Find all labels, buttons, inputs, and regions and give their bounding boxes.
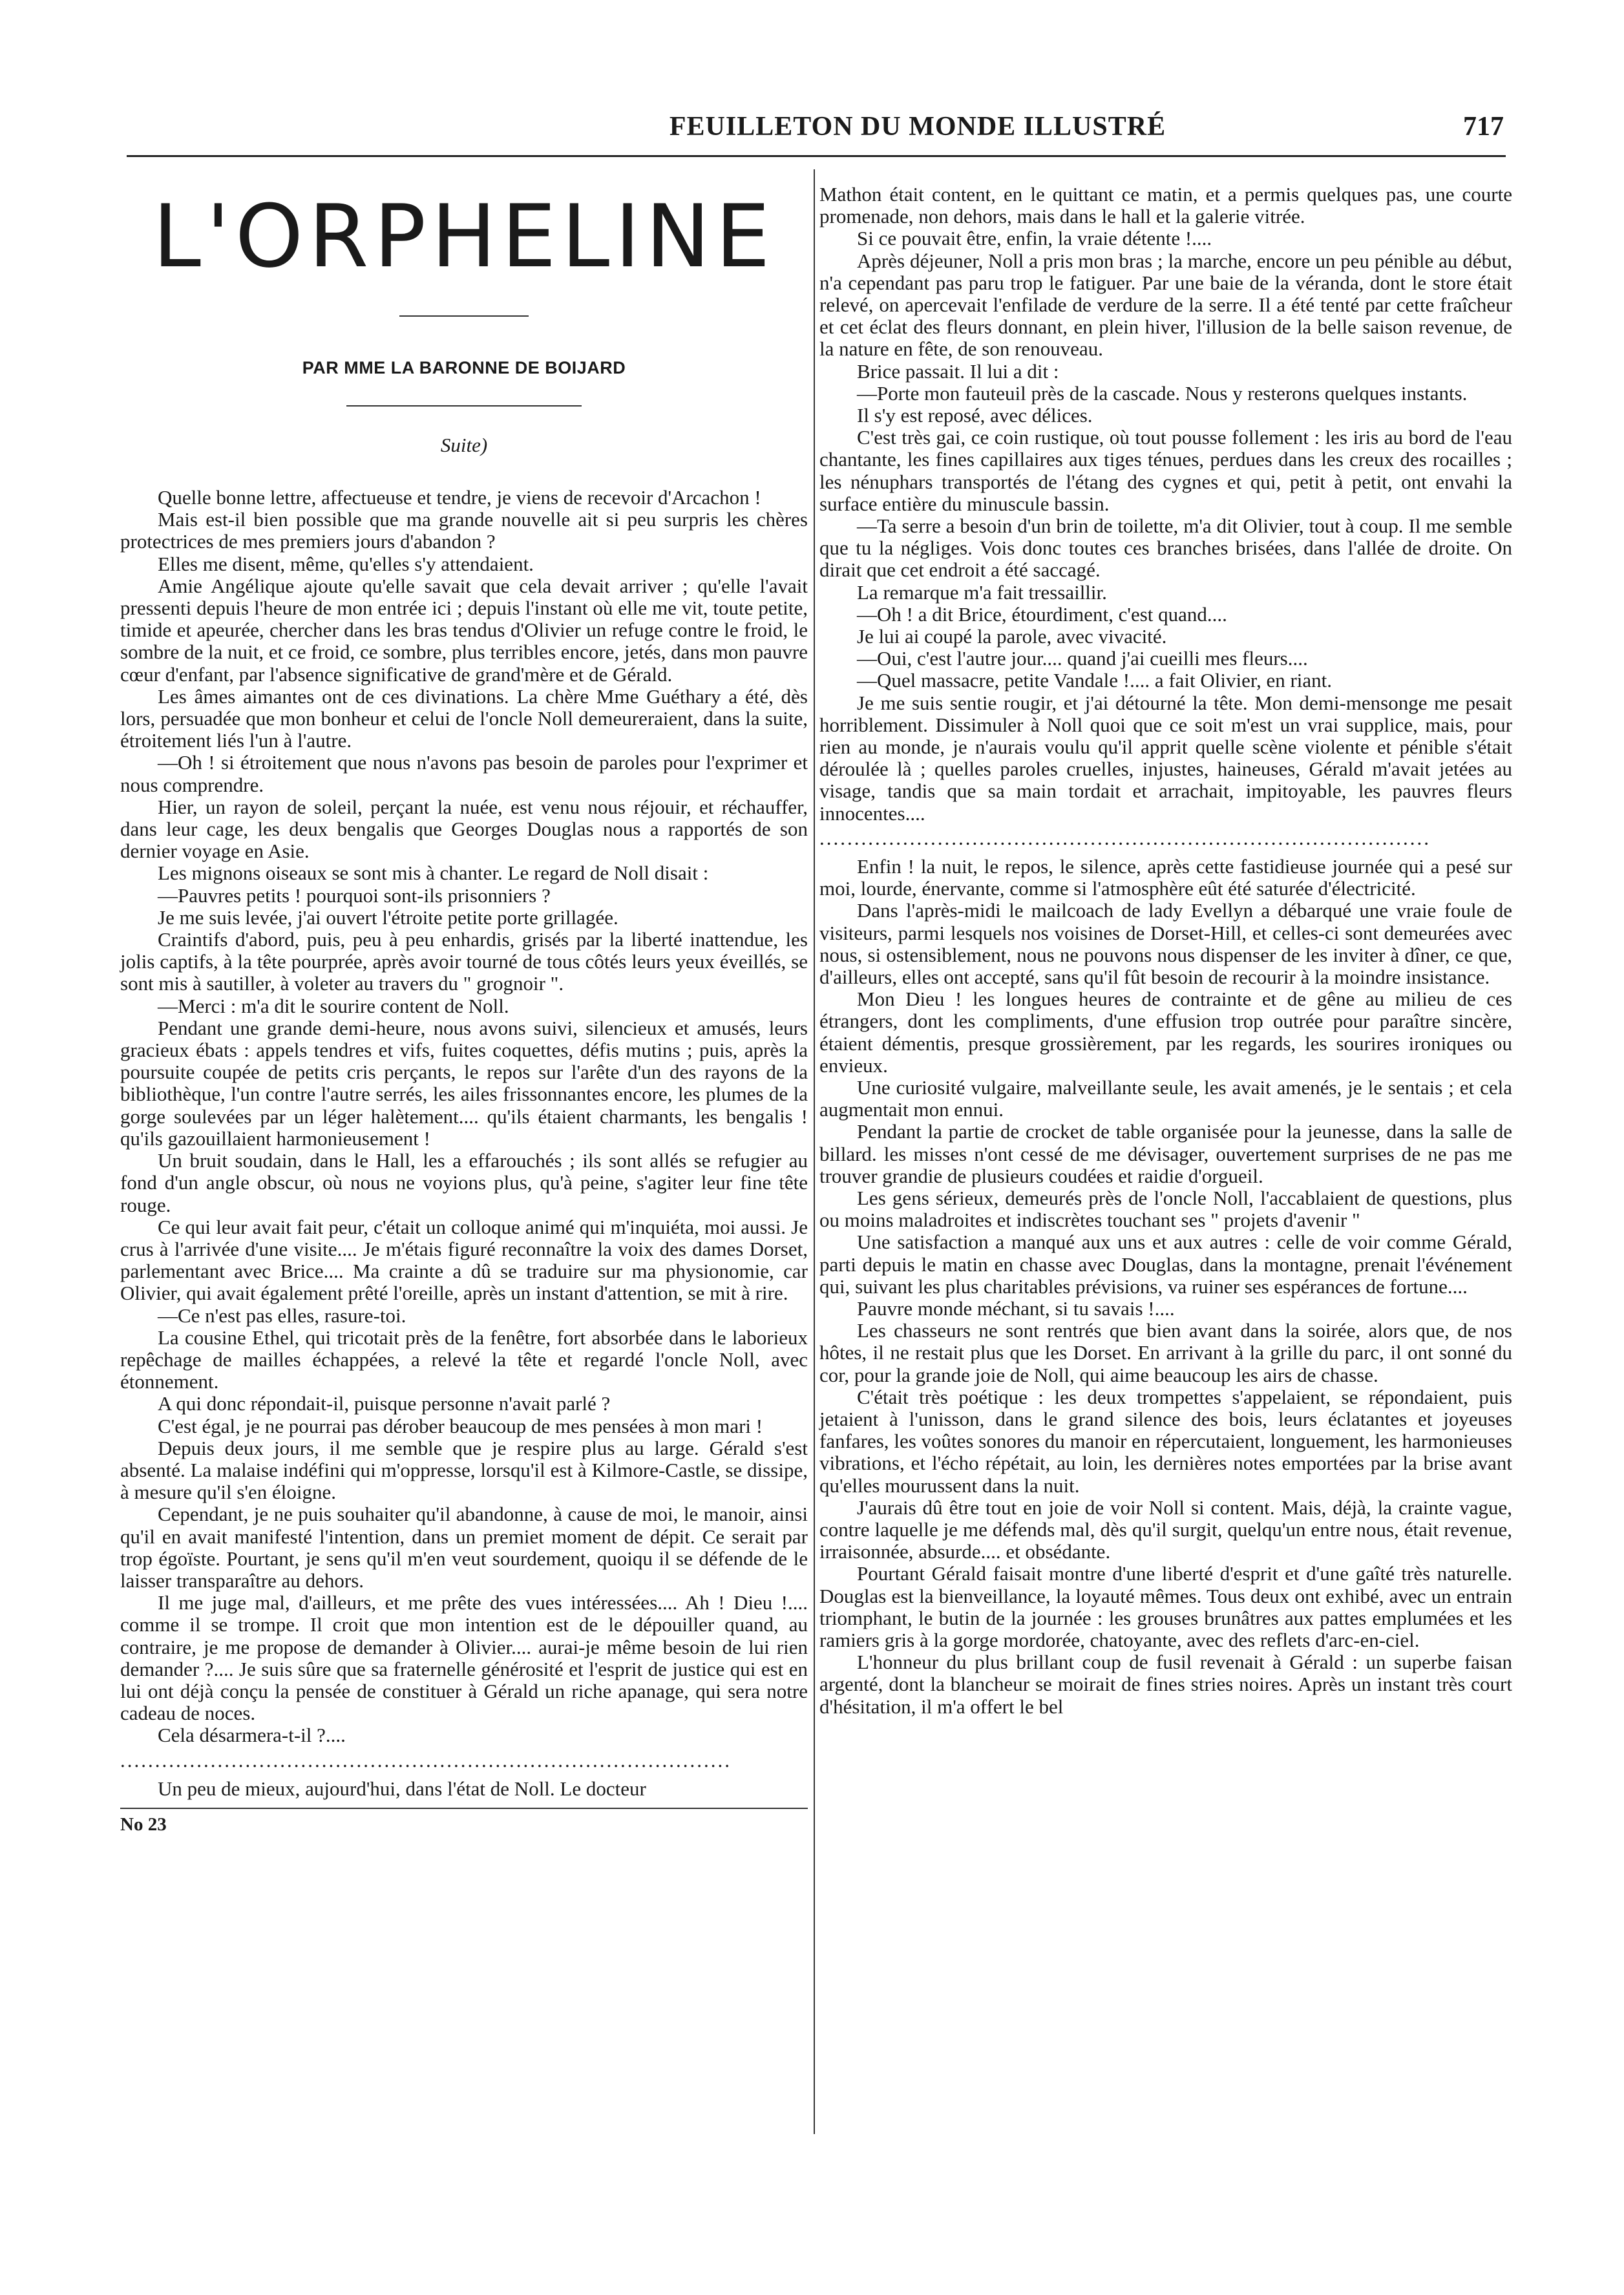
- paragraph: Pendant une grande demi-heure, nous avons suivi, silencieux et amusés, leurs gracieux ébats : appels tendres et vifs, fuites coquettes, défis mutins ; puis, après la poursuite coupée de petits cris perçants, le repos sur l'arête d'un des rayons de la bibliothèque, l'un contre l'autre serrés, les ailes frissonnantes encore, les plumes de la gorge soulevées par un léger halètement.... qu'ils étaient charmants, les bengalis ! qu'ils gazouillaient harmonieusement !: [120, 1016, 808, 1150]
- paragraph: Un peu de mieux, aujourd'hui, dans l'état de Noll. Le docteur: [158, 1777, 646, 1800]
- paragraph: Je me suis sentie rougir, et j'ai détourné la tête. Mon demi-mensonge me pesait horriblement. Dissimuler à Noll quoi que ce soit m'est un vrai supplice, mais, pour rien au monde, je n'aurais voulu qu'il apprit quelle scène violente et pénible s'était déroulée là ; quelles paroles cruelles, injustes, haineuses, Gérald m'avait jetées au visage, tandis que sa main tordait et arrachait, impitoyable, les pauvres fleurs innocentes....: [819, 691, 1512, 825]
- paragraph: —Ta serre a besoin d'un brin de toilette, m'a dit Olivier, tout à coup. Il me semble que tu la négliges. Vois donc toutes ces branches brisées, dans l'allée de droite. On dirait que cet endroit a été saccagé.: [819, 514, 1512, 582]
- paragraph: —Oh ! si étroitement que nous n'avons pas besoin de paroles pour l'exprimer et nous comprendre.: [120, 751, 808, 796]
- paragraph: Amie Angélique ajoute qu'elle savait que cela devait arriver ; qu'elle l'avait pressenti depuis l'heure de mon entrée ici ; depuis l'instant où elle me vit, toute petite, timide et apeurée, chercher dans les bras tendus d'Olivier un refuge contre le froid, le sombre de la nuit, et ce froid, ce sombre, plus terribles encore, jetés, dans mon pauvre cœur d'enfant, par l'absence significative de grand'mère et de Gérald.: [120, 574, 808, 686]
- publication-header: FEUILLETON DU MONDE ILLUSTRÉ: [669, 112, 1166, 142]
- right-column: [819, 184, 1512, 1718]
- paragraph: Pendant la partie de crocket de table organisée pour la jeunesse, dans la salle de billard. les misses n'ont cessé de me dévisager, ouvertement surprises de ne pas me trouver grandie de plusieurs coudées et raidie d'orgueil.: [819, 1120, 1512, 1187]
- paragraph: —Pauvres petits ! pourquoi sont-ils prisonniers ?: [158, 883, 551, 907]
- paragraph: L'honneur du plus brillant coup de fusil revenait à Gérald : un superbe faisan argenté, dont la blancheur se moirait de fines stries noires. Après un instant très court d'hésitation, il m'a offert le bel: [819, 1651, 1512, 1718]
- paragraph: Mon Dieu ! les longues heures de contrainte et de gêne au milieu de ces étrangers, dont les compliments, d'une effusion trop outrée pour paraître sincère, étaient démentis, presque grossièrement, par les regards, les sourires ironiques ou envieux.: [819, 988, 1512, 1077]
- paragraph: Craintifs d'abord, puis, peu à peu enhardis, grisés par la liberté inattendue, les jolis captifs, à la tête pourprée, après avoir tourné de tous côtés leurs yeux éveillés, se sont mis à sautiller, à voleter au travers du " grognoir ".: [120, 928, 808, 995]
- paragraph: Les chasseurs ne sont rentrés que bien avant dans la soirée, alors que, de nos hôtes, il ne restait plus que les Dorset. En arrivant à la grille du parc, il ont sonné du cor, pour la grande joie de Noll, qui aime beaucoup les airs de chasse.: [819, 1319, 1512, 1386]
- paragraph: Enfin ! la nuit, le repos, le silence, après cette fastidieuse journée qui a pesé sur moi, lourde, énervante, comme si l'atmosphère eût été saturée d'électricité.: [819, 854, 1512, 900]
- paragraph: Dans l'après-midi le mailcoach de lady Evellyn a débarqué une vraie foule de visiteurs, parmi lesquels nos voisines de Dorset-Hill, et celles-ci sont demeurées avec nous, si ostensiblement, nous ne pouvons nous dispenser de les inviter à dîner, ce que, d'ailleurs, elles ont accepté, sans qu'il fût besoin de recourir à la moindre insistance.: [819, 899, 1512, 988]
- paragraph: Un bruit soudain, dans le Hall, les a effarouchés ; ils sont allés se refugier au fond d'un angle obscur, où nous ne voyions plus, qu'à peine, s'agiter leur fine tête rouge.: [120, 1149, 808, 1216]
- paragraph: —Porte mon fauteuil près de la cascade. Nous y resterons quelques instants.: [857, 381, 1468, 405]
- paragraph: Elles me disent, même, qu'elles s'y attendaient.: [158, 552, 534, 575]
- author-byline: PAR MME LA BARONNE DE BOIJARD: [302, 358, 626, 377]
- paragraph: Je lui ai coupé la parole, avec vivacité.: [857, 625, 1167, 648]
- paragraph: Hier, un rayon de soleil, perçant la nuée, est venu nous réjouir, et réchauffer, dans leur cage, les deux bengalis que Georges Douglas nous a rapportés de son dernier voyage en Asie.: [120, 795, 808, 863]
- title-rule: [399, 315, 529, 317]
- paragraph: —Ce n'est pas elles, rasure-toi.: [158, 1304, 406, 1327]
- paragraph: Si ce pouvait être, enfin, la vraie détente !....: [857, 227, 1212, 250]
- paragraph: C'était très poétique : les deux trompettes s'appelaient, se répondaient, puis jetaient à l'unisson, dans le grand silence des bois, leurs éclatantes et joyeuses fanfares, les voûtes sonores du manoir en répercutaient, longuement, les harmonieuses vibrations, et l'écho répétait, au loin, les dernières notes emportées par la brise avant qu'elles mourussent dans la nuit.: [819, 1385, 1512, 1497]
- paragraph: J'aurais dû être tout en joie de voir Noll si content. Mais, déjà, la crainte vague, contre laquelle je me défends mal, dès qu'il surgit, quelqu'un entre nous, était revenue, irraisonnée, absurde.... et obsédante.: [819, 1496, 1512, 1563]
- paragraph: Pauvre monde méchant, si tu savais !....: [857, 1296, 1175, 1320]
- section-separator: ........................................................................................: [120, 1749, 732, 1771]
- paragraph: Cela désarmera-t-il ?....: [158, 1724, 346, 1747]
- paragraph: —Quel massacre, petite Vandale !.... a fait Olivier, en riant.: [857, 669, 1333, 692]
- paragraph: Une satisfaction a manqué aux uns et aux autres : celle de voir comme Gérald, parti depuis le matin en chasse avec Douglas, dans la montagne, prenait l'événement qui, suivant les plus charitables prévisions, va ruiner ses espérances de fortune....: [819, 1231, 1512, 1298]
- suite-label: Suite): [440, 434, 488, 456]
- paragraph: Mais est-il bien possible que ma grande nouvelle ait si peu surpris les chères protectrices de mes premiers jours d'abandon ?: [120, 508, 808, 553]
- paragraph: A qui donc répondait-il, puisque personne n'avait parlé ?: [158, 1392, 611, 1415]
- paragraph: —Oh ! a dit Brice, étourdiment, c'est quand....: [857, 602, 1227, 626]
- paragraph: Ce qui leur avait fait peur, c'était un colloque animé qui m'inquiéta, moi aussi. Je crus à l'arrivée d'une visite.... Je m'étais figuré reconnaître la voix des dames Dorset, parlementant avec Brice.... Ma crainte a dû se traduire sur ma physionomie, car Olivier, qui avait également prêté l'oreille, après un instant d'attention, se mit à rire.: [120, 1215, 808, 1305]
- paragraph: Cependant, je ne puis souhaiter qu'il abandonne, à cause de moi, le manoir, ainsi qu'il en avait manifesté l'intention, dans un premiet moment de dépit. Ce serait par trop égoïste. Pourtant, je sens qu'il m'en veut sourdement, quoiqu il se défende de le laisser transparaître au dehors.: [120, 1503, 808, 1592]
- left-column: [120, 175, 808, 1835]
- paragraph: Brice passait. Il lui a dit :: [857, 359, 1059, 383]
- left-body: [120, 487, 808, 1747]
- paragraph: La remarque m'a fait tressaillir.: [857, 580, 1107, 604]
- paragraph: Les âmes aimantes ont de ces divinations. La chère Mme Guéthary a été, dès lors, persuadée que mon bonheur et celui de l'oncle Noll demeureraient, dans la suite, étroitement liés l'un à l'autre.: [120, 684, 808, 752]
- paragraph: Depuis deux jours, il me semble que je respire plus au large. Gérald s'est absenté. La malaise indéfini qui m'oppresse, lorsqu'il est à Kilmore-Castle, se dissipe, à mesure qu'il s'en éloigne.: [120, 1436, 808, 1504]
- paragraph: C'est égal, je ne pourrai pas dérober beaucoup de mes pensées à mon mari !: [158, 1414, 763, 1437]
- paragraph: La cousine Ethel, qui tricotait près de la fenêtre, fort absorbée dans le laborieux repêchage de mailles échappées, a relevé la tête et regardé l'oncle Noll, avec étonnement.: [120, 1326, 808, 1393]
- right-body-top: [819, 184, 1512, 825]
- paragraph: Une curiosité vulgaire, malveillante seule, les avait amenés, je le sentais ; et cela augmentait mon ennui.: [819, 1075, 1512, 1121]
- paragraph: Pourtant Gérald faisait montre d'une liberté d'esprit et d'une gaîté très naturelle. Douglas est la bienveillance, la loyauté mêmes. Tous deux ont exhibé, avec un entrain triomphant, le butin de la journée : les grouses brunâtres aux pattes emplumées et les ramiers gris à la gorge mordorée, chatoyante, avec des reflets d'arc-en-ciel.: [819, 1562, 1512, 1651]
- paragraph: —Oui, c'est l'autre jour.... quand j'ai cueilli mes fleurs....: [857, 647, 1308, 670]
- header-rule: [127, 155, 1506, 157]
- right-body-bottom: [819, 856, 1512, 1718]
- paragraph: Après déjeuner, Noll a pris mon bras ; la marche, encore un peu pénible au début, n'a cependant pas paru trop le fatiguer. Par une baie de la véranda, dont le store était relevé, on apercevait l'enfilade de verdure de la serre. Il a été tenté par cette fraîcheur et cet éclat des fleurs donnant, en plein hiver, l'illusion de la belle saison revenue, de la nature en fête, de son renouveau.: [819, 249, 1512, 361]
- page-number: 717: [1463, 112, 1504, 142]
- paragraph: Il me juge mal, d'ailleurs, et me prête des vues intéressées.... Ah ! Dieu !.... comme il se trompe. Il croit que mon intention est de le dépouiller quand, au contraire, je me propose de demander à Olivier.... aurai-je même besoin de lui rien demander ?.... Je suis sûre que sa fraternelle générosité et l'esprit de justice qui est en lui ont déjà conçu la pensée de constituer à Gérald un riche apanage, qui sera notre cadeau de noces.: [120, 1591, 808, 1725]
- column-divider: [814, 169, 815, 2134]
- paragraph: Il s'y est reposé, avec délices.: [857, 404, 1093, 427]
- paragraph: Les gens sérieux, demeurés près de l'oncle Noll, l'accablaient de questions, plus ou moins maladroites et indiscrètes touchant ses " projets d'avenir ": [819, 1186, 1512, 1232]
- paragraph: C'est très gai, ce coin rustique, où tout pousse follement : les iris au bord de l'eau chantante, les fines capillaires aux tiges ténues, perdues dans les creux des rocailles ; les nénuphars transportés de l'étang des cygnes et qui, petit à petit, ont envahi la surface entière du minuscule bassin.: [819, 426, 1512, 515]
- section-separator: ........................................................................................: [819, 827, 1431, 849]
- issue-number: No 23: [120, 1814, 167, 1835]
- story-title: L'ORPHELINE: [153, 186, 775, 287]
- paragraph: Je me suis levée, j'ai ouvert l'étroite petite porte grillagée.: [158, 905, 618, 929]
- footer-rule: [120, 1808, 808, 1809]
- paragraph: Les mignons oiseaux se sont mis à chanter. Le regard de Noll disait :: [158, 862, 709, 885]
- paragraph: Mathon était content, en le quittant ce matin, et a permis quelques pas, une courte promenade, non dehors, mais dans le hall et la galerie vitrée.: [819, 183, 1512, 228]
- paragraph: —Merci : m'a dit le sourire content de Noll.: [158, 994, 509, 1017]
- paragraph: Quelle bonne lettre, affectueuse et tendre, je viens de recevoir d'Arcachon !: [158, 486, 761, 509]
- author-rule: [346, 405, 582, 407]
